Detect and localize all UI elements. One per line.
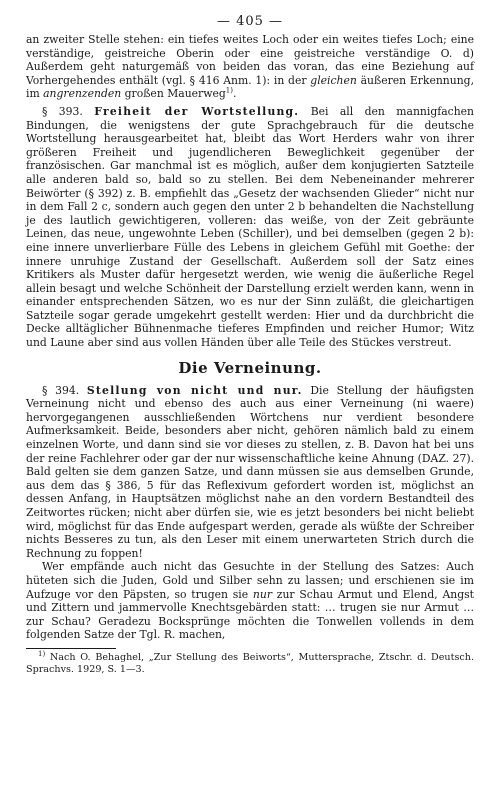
footnote: $^{1)}$ Nach O. Behaghel, „Zur Stellung des Beiworts“, Muttersprache, Ztschr. d. Deutsch. Sprachvs. 1929, S. 1—3. [26, 649, 474, 675]
section-number: § 393. [42, 104, 83, 118]
italic-word: gleichen [310, 73, 357, 87]
paragraph-s394-continued: Wer empfände auch nicht das Gesuchte in der Stellung des Satzes: Auch hüteten sich die Juden, Gold und Silber sehn zu lassen; und erschienen sie im Aufzuge vor den Päpsten, so trugen sie nur zur Schau Armut und Elend, Angst und Zittern und jammervolle Knechtsgebärden statt: … trugen sie nur Armut … zur Schau? Geradezu Bocksprünge möchten die Tonwellen vollends in dem folgenden Satze der Tgl. R. machen, [26, 560, 474, 642]
italic-word: angrenzenden [43, 87, 122, 101]
paragraph-s394: § 394. Stellung von nicht und nur. Die Stellung der häufigsten Verneinung nicht und ebenso des auch aus einer Verneinung (ni waere) hervorgegangenen ausschließenden Wörtchens nur verdient besondere Aufmerksamkeit. Beide, besonders aber nicht, gehören nämlich bald zu einem einzelnen Worte, und dann sind sie vor dieses zu stellen, z. B. Davon hat bei uns der reine Fachlehrer oder gar der nur wissenschaftliche keine Ahnung (DAZ. 27). Bald gelten sie dem ganzen Satze, und dann müssen sie aus demselben Grunde, aus dem das § 386, 5 für das Reflexivum gefordert worden ist, möglichst an dessen Anfang, in Hauptsätzen möglichst nahe an den vordern Bestandteil des Zeitwortes rücken; nicht aber dürfen sie, wie es jetzt besonders bei nicht beliebt wird, möglichst für das Ende aufgespart werden, gerade als wüßte der Schreiber nichts Besseres zu tun, als den Leser mit einem unerwarteten Strich durch die Rechnung zu foppen! [26, 383, 474, 560]
paragraph-intro: an zweiter Stelle stehen: ein tiefes weites Loch oder ein weites tiefes Loch; eine verständige, geistreiche Oberin oder eine geistreiche verständige O. d) Außerdem geht naturgemäß von beiden das voran, das eine Beziehung auf Vorhergehendes enthält (vgl. § 416 Anm. 1): in der gleichen äußeren Erkennung, im angrenzenden großen Mauerweg$^{1)}$. [26, 33, 474, 101]
section-title: Freiheit der Wortstellung. [94, 104, 300, 118]
body-text [26, 33, 474, 642]
footnote-marker: 1) [225, 86, 233, 95]
page-number: — 405 — [216, 14, 284, 29]
section-title: Stellung von nicht und nur. [86, 383, 303, 397]
paragraph-s393: § 393. Freiheit der Wortstellung. Bei all den mannigfachen Bindungen, die wenigstens der gute Sprachgebrauch für die deutsche Wortstellung herausgearbeitet hat, bleibt das Wort Herders wahr von ihrer größeren Freiheit und jugendlicheren Beweglichkeit gegenüber der französischen. Gar manchmal ist es möglich, außer dem konjugierten Satzteile alle anderen bald so, bald so zu stellen. Bei dem Nebeneinander mehrerer Beiwörter (§ 392) z. B. empfiehlt das „Gesetz der wachsenden Glieder“ nicht nur in dem Fall 2 c, sondern auch gegen den unter 2 b behandelten die Nachstellung je des lautlich gewichtigeren, volleren: das weiße, von der Zeit gebräunte Leinen, das neue, ungewohnte Leben (Schiller), und bei demselben (gegen 2 b): eine innere unverlierbare Fülle des Lebens in gleichem Gefühl mit Goethe: der innere unruhige Zustand der Gesellschaft. Außerdem soll der Satz eines Kritikers als Muster dafür hergesetzt werden, wie wenig die äußerliche Regel allein besagt und welche Schönheit der Darstellung erzielt werden kann, wenn in einander entsprechenden Sätzen, wo es nur der Sinn zuläßt, die gleichartigen Satzteile sogar gerade umgekehrt gestellt werden: Hier und da durchbricht die Decke alltäglicher Bühnenmache tieferes Empfinden und reicher Humor; Witz und Laune aber sind aus vollen Händen über alle Teile des Stückes verstreut. [26, 104, 475, 350]
section-heading: Die Verneinung. [178, 358, 322, 377]
section-number: § 394. [42, 383, 80, 397]
footnote-number: 1) [38, 649, 46, 658]
italic-word: nur [252, 587, 272, 601]
